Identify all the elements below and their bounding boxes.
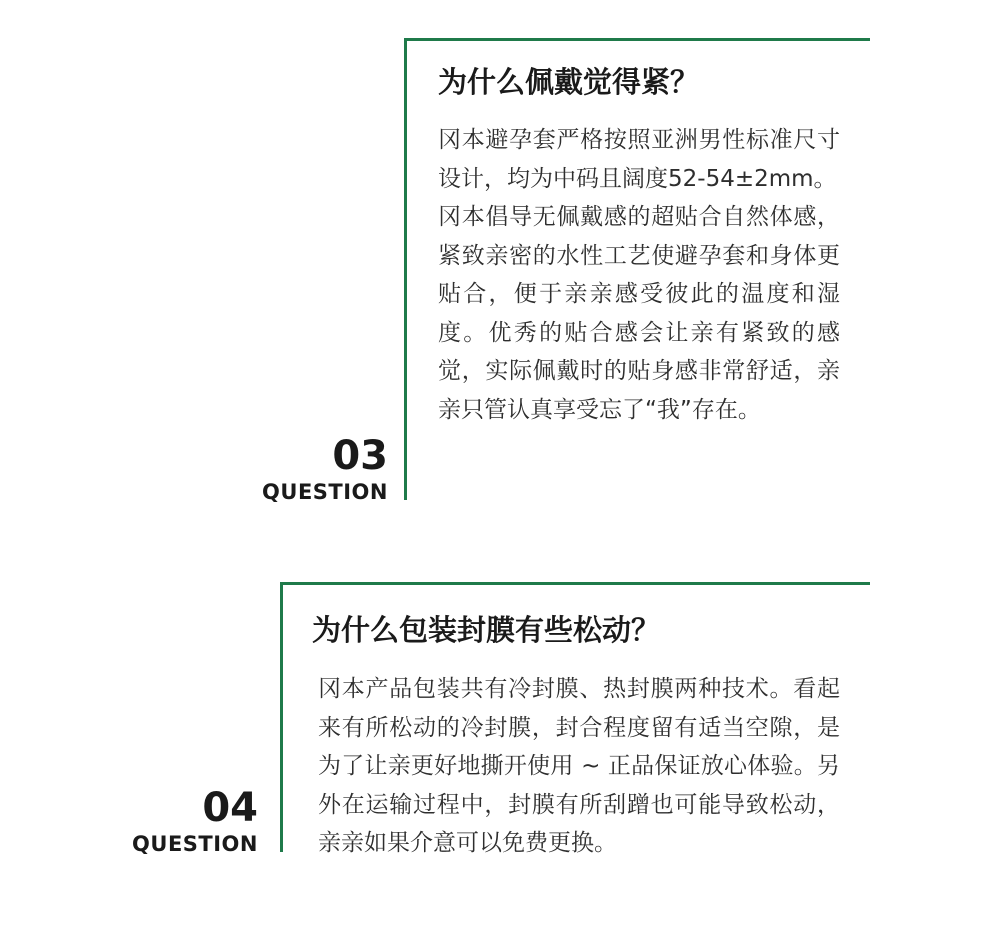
answer-paragraph: 冈本产品包装共有冷封膜、热封膜两种技术。看起来有所松动的冷封膜，封合程度留有适当空隙，是为了让亲更好地撕开使用 ~ 正品保证放心体验。另外在运输过程中，封膜有所刮蹭也可能导致松动，亲亲如果介意可以免费更换。 (318, 676, 840, 856)
question-number: 03 (332, 433, 388, 479)
question-title: 为什么佩戴觉得紧？ (438, 65, 700, 99)
faq-item-04 (0, 520, 990, 934)
question-label: QUESTION (262, 480, 388, 504)
bracket-left-line (404, 38, 407, 500)
question-title: 为什么包装封膜有些松动？ (312, 613, 661, 647)
bracket-top-line (404, 38, 870, 41)
bracket-left-line (280, 582, 283, 852)
bracket-top-line (280, 582, 870, 585)
answer-paragraph: 冈本倡导无佩戴感的超贴合自然体感，紧致亲密的水性工艺使避孕套和身体更贴合，便于亲亲感受彼此的温度和湿度。优秀的贴合感会让亲有紧致的感觉，实际佩戴时的贴身感非常舒适，亲亲只管认真享受忘了“我”存在。 (438, 204, 840, 423)
answer-text (318, 670, 840, 863)
answer-paragraph: 冈本避孕套严格按照亚洲男性标准尺寸设计，均为中码且阔度52-54±2mm。 (438, 127, 840, 192)
question-number: 04 (202, 785, 258, 831)
answer-text (438, 121, 840, 429)
question-label: QUESTION (132, 832, 258, 856)
